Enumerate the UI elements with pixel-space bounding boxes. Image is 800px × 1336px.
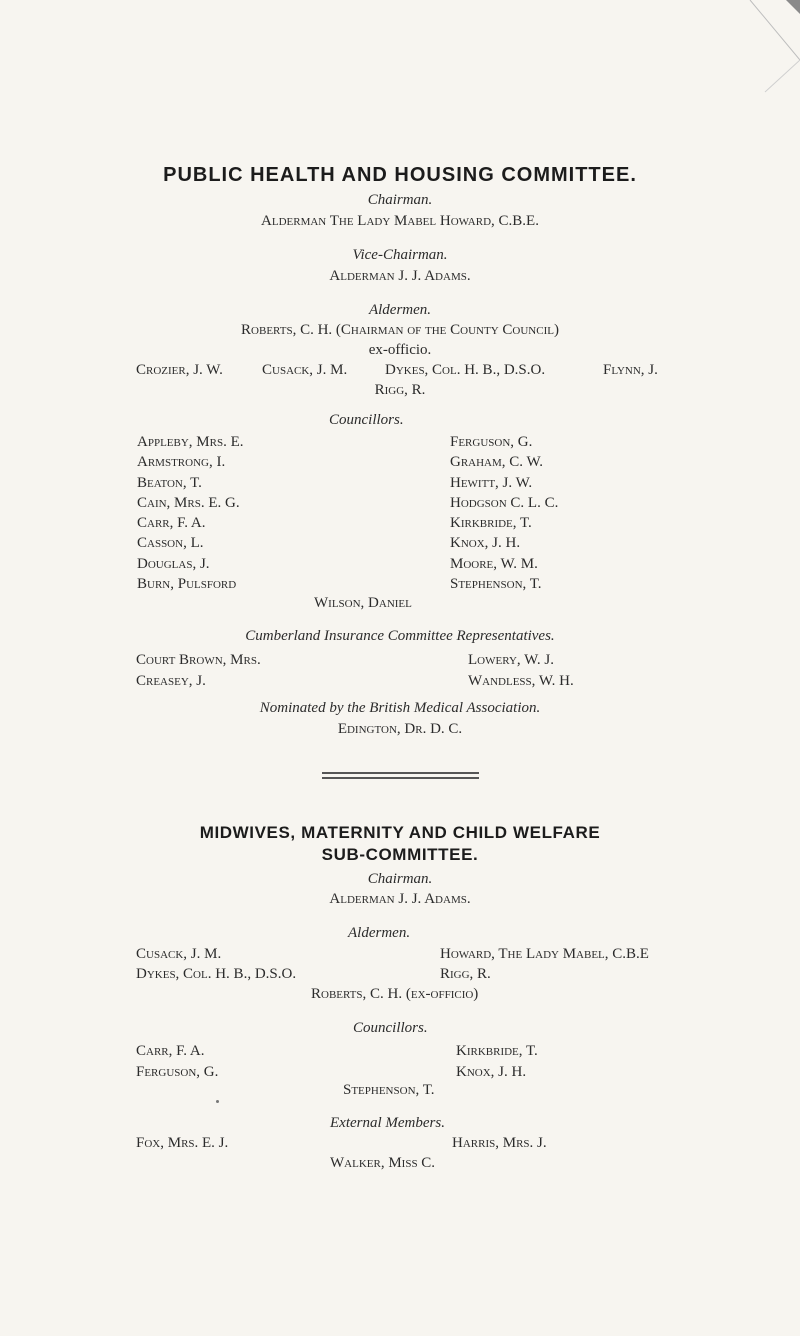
insurance-member: Court Brown, Mrs.: [136, 652, 261, 668]
councillor-entry: Cain, Mrs. E. G.: [137, 494, 240, 511]
councillor-entry: Kirkbride, T.: [456, 1043, 538, 1059]
vice-chairman-name: Alderman J. J. Adams.: [329, 268, 471, 284]
alderman-entry: Roberts, C. H. (ex-officio): [311, 986, 479, 1002]
councillor-entry: Graham, C. W.: [450, 454, 544, 471]
insurance-member: Wandless, W. H.: [468, 672, 574, 689]
councillor-entry: Moore, W. M.: [450, 555, 538, 572]
external-member: Fox, Mrs. E. J.: [136, 1135, 229, 1151]
bma-member: Edington, Dr. D. C.: [337, 721, 463, 737]
councillors-right-column: [456, 1041, 538, 1082]
print-speck: [216, 1100, 219, 1103]
councillor-entry: Ferguson, G.: [450, 434, 533, 450]
alderman-entry: Roberts, C. H. (Chairman of the County Council): [241, 322, 559, 338]
councillor-entry: Beaton, T.: [137, 474, 202, 491]
councillor-entry: Appleby, Mrs. E.: [137, 434, 244, 450]
committee2-title-line1: MIDWIVES, MATERNITY AND CHILD WELFARE: [199, 823, 601, 842]
councillor-entry: Knox, J. H.: [456, 1063, 527, 1080]
aldermen-heading: Aldermen.: [348, 925, 411, 941]
councillors-left-column: [137, 432, 244, 594]
external-members-heading: External Members.: [330, 1115, 445, 1131]
insurance-right-column: [468, 650, 574, 691]
councillor-entry: Wilson, Daniel: [314, 595, 412, 611]
external-member: Harris, Mrs. J.: [452, 1135, 547, 1151]
insurance-member: Lowery, W. J.: [468, 652, 554, 668]
insurance-left-column: [136, 650, 261, 691]
councillor-entry: Stephenson, T.: [343, 1082, 435, 1098]
councillor-entry: Casson, L.: [137, 535, 204, 552]
councillor-entry: Carr, F. A.: [137, 515, 206, 532]
committee2-title-line2: SUB-COMMITTEE.: [321, 845, 479, 864]
councillor-entry: Kirkbride, T.: [450, 515, 532, 532]
vice-chairman-heading: Vice-Chairman.: [352, 247, 448, 263]
page-corner-scan-mark: [690, 0, 800, 110]
section-divider: [322, 772, 479, 774]
chairman-name: Alderman J. J. Adams.: [329, 891, 471, 907]
alderman-entry: Howard, The Lady Mabel, C.B.E: [440, 946, 649, 962]
alderman-entry: Dykes, Col. H. B., D.S.O.: [385, 362, 546, 378]
councillor-entry: Hodgson C. L. C.: [450, 494, 559, 511]
section-divider: [322, 777, 479, 779]
alderman-entry: Rigg, R.: [440, 966, 491, 982]
councillor-entry: Stephenson, T.: [450, 576, 542, 593]
councillors-left-column: [136, 1041, 218, 1082]
bma-heading: Nominated by the British Medical Association.: [259, 700, 541, 716]
councillor-entry: Carr, F. A.: [136, 1043, 205, 1059]
aldermen-heading: Aldermen.: [368, 302, 432, 318]
chairman-name: Alderman The Lady Mabel Howard, C.B.E.: [261, 213, 539, 229]
chairman-heading: Chairman.: [367, 192, 433, 208]
alderman-entry: Cusack, J. M.: [136, 946, 222, 962]
councillors-right-column: [450, 432, 558, 594]
external-member: Walker, Miss C.: [330, 1155, 436, 1171]
insurance-member: Creasey, J.: [136, 672, 206, 689]
councillor-entry: Douglas, J.: [137, 555, 210, 572]
councillor-entry: Hewitt, J. W.: [450, 474, 533, 491]
councillors-heading: Councillors.: [353, 1020, 428, 1036]
insurance-committee-heading: Cumberland Insurance Committee Representatives.: [245, 628, 555, 644]
alderman-entry: Rigg, R.: [374, 382, 426, 398]
councillor-entry: Knox, J. H.: [450, 535, 521, 552]
chairman-heading: Chairman.: [367, 871, 433, 887]
councillors-heading: Councillors.: [329, 412, 404, 428]
alderman-entry: ex-officio.: [368, 342, 432, 358]
councillor-entry: Armstrong, I.: [137, 454, 226, 471]
alderman-entry: Crozier, J. W.: [136, 362, 223, 378]
alderman-entry: Dykes, Col. H. B., D.S.O.: [136, 966, 297, 982]
committee1-title: PUBLIC HEALTH AND HOUSING COMMITTEE.: [163, 164, 637, 186]
alderman-entry: Flynn, J.: [603, 362, 658, 378]
alderman-entry: Cusack, J. M.: [262, 362, 348, 378]
councillor-entry: Burn, Pulsford: [137, 576, 237, 593]
councillor-entry: Ferguson, G.: [136, 1063, 219, 1080]
